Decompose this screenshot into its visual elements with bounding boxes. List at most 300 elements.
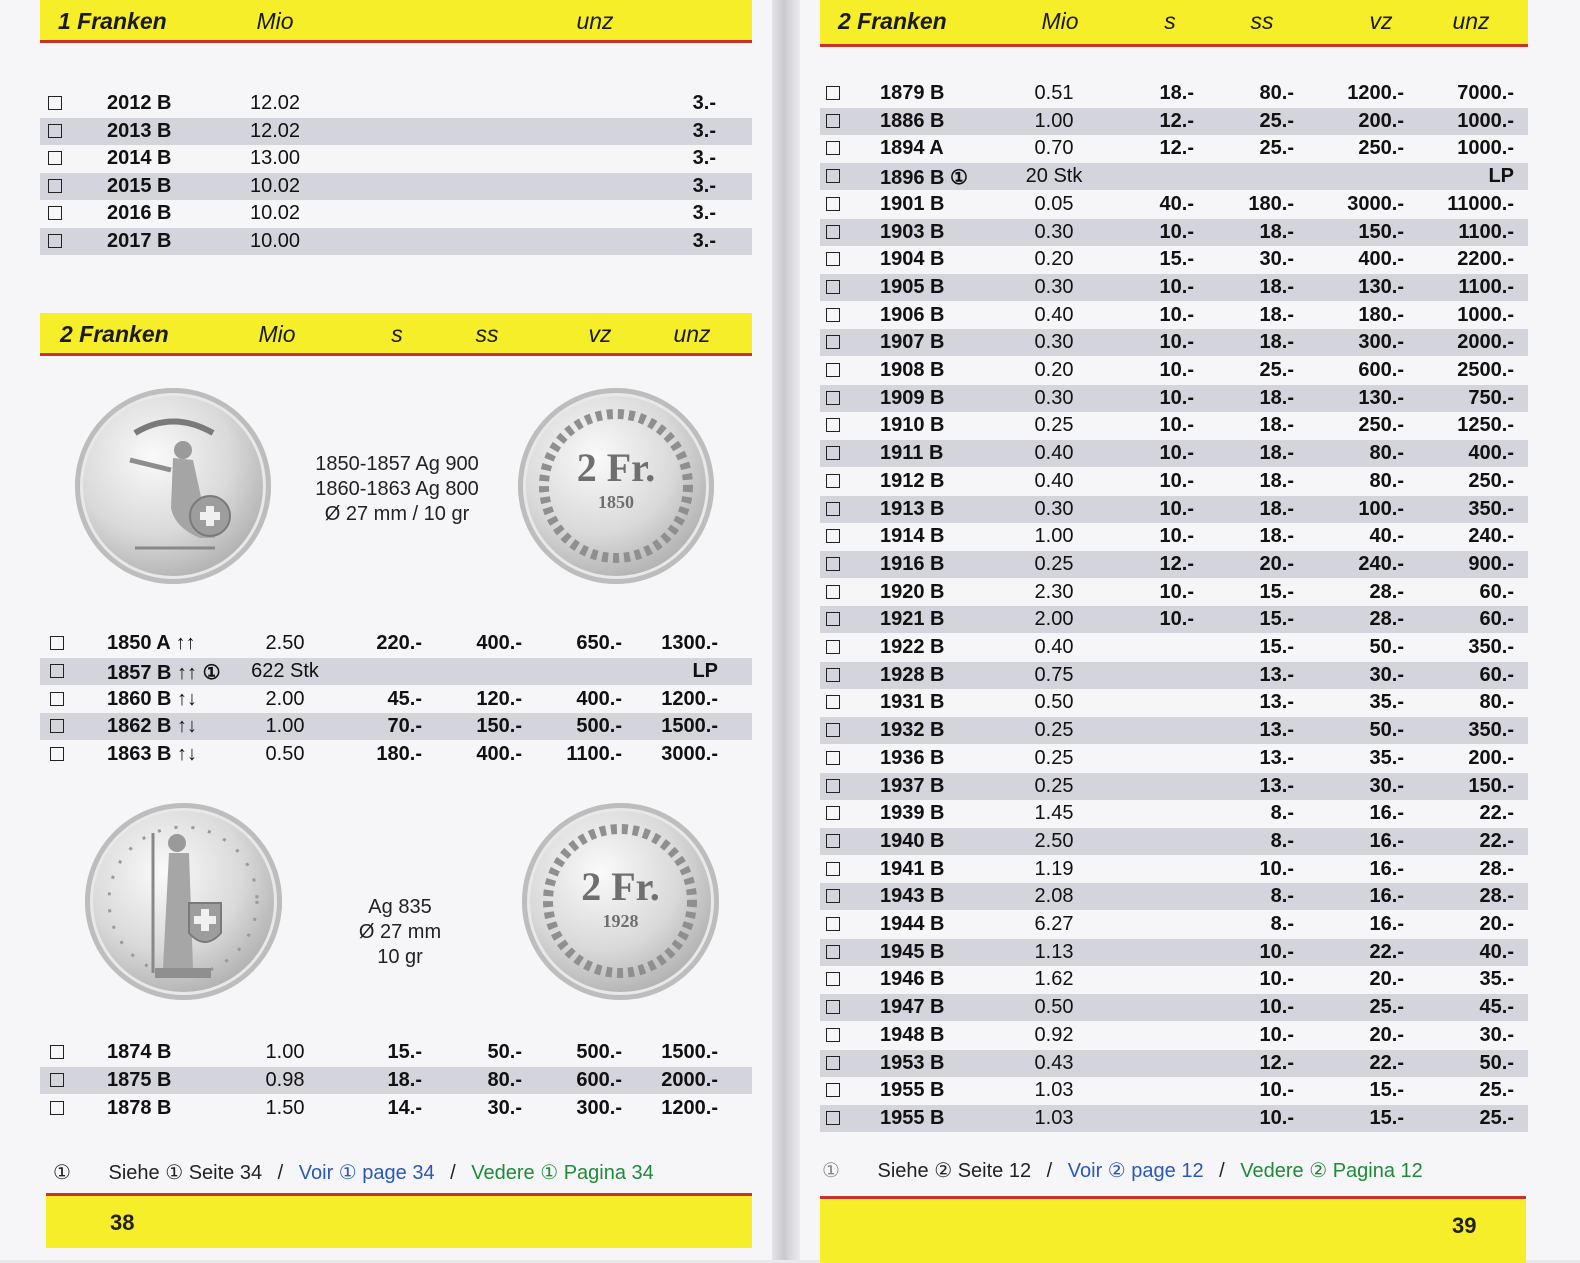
cell-ss: 18.- [1259,469,1294,492]
standing-helvetia-figure [85,803,282,1000]
checkbox-icon[interactable] [826,335,840,349]
checkbox-icon[interactable] [826,446,840,460]
cell-mio: 0.30 [1034,497,1074,520]
cell-vz: 30.- [1369,774,1404,797]
table-row [820,468,1528,495]
checkbox-icon[interactable] [50,747,64,761]
cell-ss: 18.- [1259,497,1294,520]
table-row [820,551,1528,578]
footnote-italian: Vedere ② Pagina 12 [1240,1160,1423,1182]
cell-ss: 10.- [1259,857,1294,880]
cell-ss: 12.- [1259,1051,1294,1074]
footnote-separator: / [1046,1160,1053,1182]
cell-mio: 0.25 [1034,719,1074,742]
col-header-unz: unz [576,8,614,34]
section-title: 2 Franken [60,321,169,347]
cell-year: 1946 B [880,968,945,991]
checkbox-icon[interactable] [826,640,840,654]
cell-s: 12.- [1159,552,1194,575]
page-footer-bar [46,1193,752,1248]
cell-unz: 3.- [692,202,716,225]
cell-vz: 80.- [1369,442,1404,465]
table-row [820,1022,1528,1049]
cell-mio: 1.19 [1034,857,1074,880]
cell-ss: 8.- [1270,885,1294,908]
checkbox-icon[interactable] [826,751,840,765]
cell-unz: 250.- [1468,469,1514,492]
cell-mio: 10.02 [249,174,301,197]
cell-mio: 2.00 [1034,608,1074,631]
cell-s: 10.- [1159,497,1194,520]
checkbox-icon[interactable] [826,363,840,377]
table-row [820,80,1528,107]
checkbox-icon[interactable] [826,502,840,516]
cell-year: 1955 B [880,1106,945,1129]
checkbox-icon[interactable] [826,806,840,820]
cell-unz: 28.- [1479,857,1514,880]
cell-year: 1940 B [880,829,945,852]
cell-ss: 8.- [1270,913,1294,935]
cell-mio: 0.75 [1034,663,1074,686]
table-row [40,200,752,227]
footnote-separator: / [450,1162,456,1184]
cell-ss: 50.- [487,1041,522,1063]
spec-line: Ag 835 [368,896,432,918]
checkbox-icon[interactable] [50,692,64,706]
cell-s: 18.- [387,1068,422,1091]
col-header-vz: vz [1369,8,1393,34]
checkbox-icon[interactable] [50,1073,64,1087]
cell-vz: 22.- [1369,1051,1404,1074]
cell-unz: 2500.- [1457,359,1514,381]
cell-vz: 16.- [1369,802,1404,825]
table-row [820,883,1528,910]
cell-ss: 10.- [1259,1106,1294,1129]
checkbox-icon[interactable] [826,141,840,155]
cell-year: 1941 B [880,857,945,880]
cell-year: 1901 B [880,192,945,215]
cell-unz: 1100.- [1458,220,1514,243]
cell-year: 1944 B [880,913,945,935]
checkbox-icon[interactable] [826,1000,840,1014]
cell-mio: 0.92 [1034,1023,1074,1046]
cell-unz: 3.- [692,230,716,252]
checkbox-icon[interactable] [826,1056,840,1070]
cell-vz: 22.- [1369,940,1404,963]
cell-unz: 1100.- [1458,275,1514,298]
table-row [820,496,1528,523]
cell-ss: 18.- [1259,275,1294,298]
cell-year: 1904 B [880,248,945,271]
cell-year: 1914 B [880,525,945,548]
cell-mio: 0.50 [1034,996,1074,1019]
cell-mio: 2.08 [1034,885,1074,908]
cell-vz: 16.- [1369,857,1404,880]
checkbox-icon[interactable] [826,779,840,793]
checkbox-icon[interactable] [826,612,840,626]
cell-ss: 10.- [1259,996,1294,1019]
cell-year: 1879 B [880,82,945,104]
cell-mio: 0.30 [1034,220,1074,243]
cell-vz: 25.- [1369,996,1404,1019]
table-row [820,911,1528,938]
cell-ss: 18.- [1259,303,1294,326]
page-number: 39 [1452,1213,1477,1238]
cell-ss: 80.- [1259,82,1294,104]
coin-denomination: 2 Fr. [581,864,660,909]
col-header-s: s [1164,8,1176,34]
table-row [820,1050,1528,1077]
cell-vz: 250.- [1358,414,1404,437]
spec-line: 1860-1863 Ag 800 [315,478,479,500]
cell-unz: 1200.- [661,1096,718,1119]
table-row [820,191,1528,218]
col-header-ss: ss [1250,8,1274,34]
checkbox-icon[interactable] [826,695,840,709]
cell-ss: 10.- [1259,1023,1294,1046]
col-header-mio: Mio [1041,8,1079,34]
checkbox-icon[interactable] [826,1083,840,1097]
cell-vz: 50.- [1369,636,1404,658]
checkbox-icon[interactable] [826,1111,840,1125]
table-row [820,440,1528,467]
cell-mio: 20 Stk [1025,165,1083,188]
cell-vz: 250.- [1358,137,1404,160]
footnote-german: Siehe ① Seite 34 [108,1162,263,1184]
table-row [40,118,752,145]
cell-vz: 500.- [576,715,622,738]
col-header-mio: Mio [256,8,294,34]
cell-ss: 15.- [1259,636,1294,658]
cell-unz: 3.- [692,92,716,114]
cell-year: 1931 B [880,691,945,714]
cell-year: 1913 B [880,497,945,520]
cell-unz: 11000.- [1447,192,1514,215]
cell-vz: 200.- [1358,109,1404,132]
cell-ss: 25.- [1259,359,1294,381]
table-row [820,800,1528,827]
table-row [820,689,1528,716]
cell-vz: 100.- [1358,497,1404,520]
cell-vz: 35.- [1369,691,1404,714]
checkbox-icon[interactable] [48,96,62,110]
cell-vz: 28.- [1369,608,1404,631]
cell-mio: 1.00 [265,715,305,738]
table-row [40,90,752,117]
cell-mio: 10.00 [249,230,301,252]
cell-mio: 1.62 [1034,968,1074,991]
table-row [820,606,1528,633]
cell-year: 1920 B [880,580,945,603]
cell-mio: 0.51 [1034,82,1074,104]
checkbox-icon[interactable] [50,1101,64,1115]
cell-mio: 0.40 [1034,469,1074,492]
cell-unz: 200.- [1468,746,1514,769]
table-row [820,385,1528,412]
cell-mio: 1.13 [1034,940,1074,963]
cell-vz: 16.- [1369,829,1404,852]
cell-s: 70.- [387,715,422,738]
checkbox-icon[interactable] [826,529,840,543]
cell-vz: 180.- [1358,303,1404,326]
cell-unz: 3000.- [661,743,718,766]
cell-year: 1948 B [880,1023,945,1046]
cell-unz: 1000.- [1457,137,1514,160]
cell-year: 2014 B [107,147,172,170]
footnote [822,1158,1423,1183]
cell-vz: 28.- [1369,580,1404,603]
footnote [53,1160,654,1185]
checkbox-icon[interactable] [48,206,62,220]
cell-unz: 400.- [1468,442,1514,465]
cell-unz: 2000.- [1457,331,1514,354]
cell-unz: 1300.- [661,632,718,654]
section-header-2-franken [820,0,1528,47]
cell-unz: 30.- [1479,1023,1514,1046]
cell-unz: 1500.- [661,1041,718,1063]
checkbox-icon[interactable] [50,1045,64,1059]
col-header-unz: unz [673,321,711,347]
cell-unz: LP [692,659,718,682]
cell-ss: 10.- [1259,940,1294,963]
cell-mio: 0.70 [1034,137,1074,160]
cell-vz: 20.- [1369,1023,1404,1046]
cell-year: 1863 B ↑↓ [107,743,198,766]
cell-unz: 350.- [1468,636,1514,658]
cell-vz: 400.- [576,687,622,710]
checkbox-icon[interactable] [826,197,840,211]
cell-vz: 150.- [1358,220,1404,243]
cell-ss: 80.- [487,1068,522,1091]
cell-ss: 13.- [1259,774,1294,797]
cell-unz: 900.- [1468,552,1514,575]
footnote-italian: Vedere ① Pagina 34 [471,1162,654,1184]
cell-ss: 20.- [1259,552,1294,575]
cell-mio: 622 Stk [251,659,319,682]
checkbox-icon[interactable] [48,151,62,165]
table-row [820,634,1528,661]
coin-specs-1850-1863 [282,452,512,527]
checkbox-icon[interactable] [826,114,840,128]
table-row [820,717,1528,744]
coin-image-2fr-1928-reverse [522,803,719,1000]
cell-s: 15.- [1159,248,1194,271]
checkbox-icon[interactable] [826,917,840,931]
cell-vz: 20.- [1369,968,1404,991]
cell-year: 1947 B [880,996,945,1019]
cell-s: 12.- [1159,137,1194,160]
cell-unz: 1000.- [1457,109,1514,132]
cell-year: 1878 B [107,1096,172,1119]
page-footer-bar [820,1196,1526,1263]
checkbox-icon[interactable] [826,169,840,183]
cell-year: 1911 B [880,442,944,465]
cell-unz: 350.- [1468,719,1514,742]
section-title: 2 Franken [838,8,947,34]
col-header-unz: unz [1452,8,1490,34]
footnote-french: Voir ① page 34 [298,1162,435,1184]
table-row [820,1077,1528,1104]
cell-year: 1907 B [880,331,945,354]
checkbox-icon[interactable] [826,945,840,959]
cell-vz: 80.- [1369,469,1404,492]
cell-year: 2013 B [107,119,172,142]
cell-year: 1909 B [880,386,945,409]
checkbox-icon[interactable] [826,668,840,682]
cell-year: 1857 B ↑↑ ① [107,661,221,684]
cell-mio: 2.50 [1034,829,1074,852]
cell-vz: 300.- [1358,331,1404,354]
cell-year: 1916 B [880,552,945,575]
cell-mio: 0.25 [1034,552,1074,575]
checkbox-icon[interactable] [826,723,840,737]
checkbox-icon[interactable] [826,585,840,599]
checkbox-icon[interactable] [826,834,840,848]
checkbox-icon[interactable] [50,636,64,650]
table-row [820,163,1528,190]
cell-ss: 120.- [476,687,522,710]
cell-vz: 15.- [1369,1106,1404,1129]
checkbox-icon[interactable] [826,280,840,294]
checkbox-icon[interactable] [50,664,64,678]
footnote-separator: / [277,1162,284,1184]
cell-year: 1894 A [880,137,944,160]
checkbox-icon[interactable] [826,557,840,571]
cell-year: 1939 B [880,802,945,825]
table-row [820,412,1528,439]
checkbox-icon[interactable] [826,86,840,100]
cell-s: 10.- [1159,469,1194,492]
checkbox-icon[interactable] [826,418,840,432]
cell-s: 10.- [1159,580,1194,603]
cell-year: 1903 B [880,220,945,243]
cell-ss: 18.- [1259,220,1294,243]
section-title: 1 Franken [58,8,167,34]
cell-unz: 3.- [692,174,716,197]
cell-unz: 1500.- [661,715,718,738]
table-row [820,302,1528,329]
cell-year: 2017 B [107,230,172,252]
cell-ss: 400.- [476,743,522,766]
table-row [40,686,752,713]
cell-year: 1928 B [880,663,945,686]
table-row [820,108,1528,135]
cell-year: 1896 B ① [880,167,968,190]
cell-year: 1912 B [880,469,945,492]
cell-year: 1932 B [880,719,945,742]
cell-ss: 18.- [1259,414,1294,437]
checkbox-icon[interactable] [826,1028,840,1042]
table-row [820,246,1528,273]
cell-ss: 180.- [1248,192,1294,215]
cell-ss: 8.- [1270,802,1294,825]
cell-unz: 80.- [1479,691,1514,714]
table-row [820,662,1528,689]
table-row [40,713,752,740]
table-row [820,939,1528,966]
cell-s: 10.- [1159,275,1194,298]
cell-mio: 12.02 [249,119,301,142]
spec-line: Ø 27 mm [358,921,442,943]
cell-unz: 28.- [1479,885,1514,908]
cell-unz: 60.- [1479,608,1514,631]
checkbox-icon[interactable] [826,308,840,322]
col-header-vz: vz [588,321,612,347]
cell-ss: 18.- [1259,386,1294,409]
table-row [40,1039,752,1066]
cell-unz: 2000.- [661,1068,718,1091]
cell-unz: 60.- [1479,580,1514,603]
checkbox-icon[interactable] [826,862,840,876]
cell-year: 1862 B ↑↓ [107,715,198,738]
cell-ss: 13.- [1259,663,1294,686]
table-row [820,1105,1528,1132]
checkbox-icon[interactable] [826,972,840,986]
cell-year: 1945 B [880,940,945,963]
table-row [820,579,1528,606]
cell-s: 15.- [387,1041,422,1063]
footnote-mark: ① [822,1160,840,1182]
cell-vz: 130.- [1358,386,1404,409]
checkbox-icon[interactable] [50,719,64,733]
coin-year: 1850 [598,492,634,512]
checkbox-icon[interactable] [48,179,62,193]
checkbox-icon[interactable] [826,889,840,903]
cell-unz: 22.- [1479,802,1514,825]
cell-mio: 2.00 [265,687,305,710]
cell-ss: 15.- [1259,608,1294,631]
cell-mio: 1.03 [1034,1106,1074,1129]
section-header-1-franken [40,0,752,43]
cell-ss: 10.- [1259,968,1294,991]
cell-year: 1955 B [880,1079,945,1102]
cell-unz: 25.- [1479,1079,1514,1102]
cell-year: 1943 B [880,885,945,908]
cell-mio: 0.43 [1034,1051,1074,1074]
checkbox-icon[interactable] [826,474,840,488]
table-row [820,357,1528,384]
page-number: 38 [110,1210,135,1235]
cell-mio: 0.20 [1034,359,1074,381]
cell-s: 18.- [1159,82,1194,104]
spec-line: Ø 27 mm / 10 gr [324,503,470,525]
cell-unz: 50.- [1479,1051,1514,1074]
cell-unz: 45.- [1479,996,1514,1019]
cell-vz: 15.- [1369,1079,1404,1102]
cell-unz: 35.- [1479,968,1514,991]
checkbox-icon[interactable] [826,225,840,239]
spec-line: 10 gr [377,946,423,968]
cell-vz: 400.- [1358,248,1404,271]
cell-year: 1875 B [107,1068,172,1091]
cell-mio: 0.30 [1034,386,1074,409]
checkbox-icon[interactable] [48,234,62,248]
cell-ss: 18.- [1259,525,1294,548]
checkbox-icon[interactable] [826,252,840,266]
cell-year: 1886 B [880,109,945,132]
cell-vz: 500.- [576,1041,622,1063]
cell-s: 220.- [376,632,422,654]
checkbox-icon[interactable] [826,391,840,405]
table-row [40,145,752,172]
table-row [820,994,1528,1021]
right-page [800,0,1580,1260]
left-page [0,0,772,1260]
cell-year: 1905 B [880,275,945,298]
footnote-mark: ① [53,1162,71,1184]
cell-ss: 15.- [1259,580,1294,603]
checkbox-icon[interactable] [48,124,62,138]
